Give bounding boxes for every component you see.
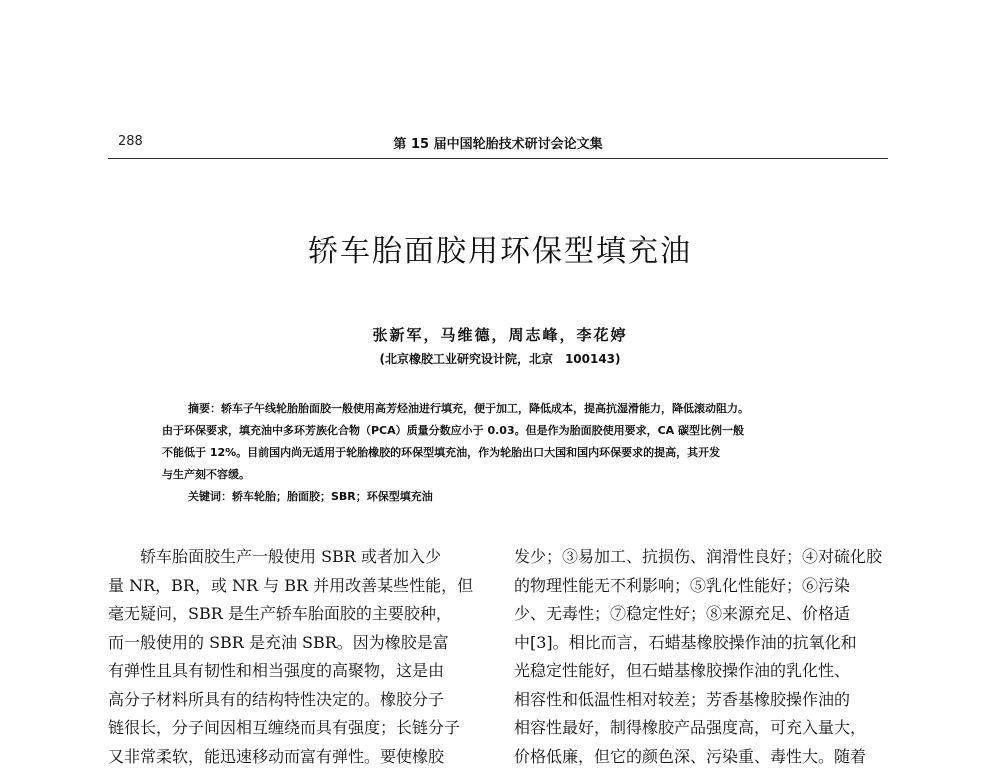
- body-line: 光稳定性能好，但石蜡基橡胶操作油的乳化性、: [514, 657, 896, 686]
- page-header: [108, 130, 888, 156]
- body-line: 中[3]。相比而言，石蜡基橡胶操作油的抗氧化和: [514, 629, 896, 658]
- running-title: 第 15 届中国轮胎技术研讨会论文集: [108, 133, 888, 152]
- keywords-line: [162, 486, 844, 508]
- body-column-left: [108, 543, 490, 771]
- body-line: 有弹性且具有韧性和相当强度的高聚物，这是由: [108, 657, 490, 686]
- abstract-line: 与生产刻不容缓。: [162, 464, 844, 486]
- body-line: 量 NR，BR，或 NR 与 BR 并用改善某些性能，但: [108, 572, 490, 601]
- keywords-label: 关键词：: [188, 490, 232, 503]
- body-column-right: [514, 543, 896, 771]
- body-line: 的物理性能无不利影响；⑤乳化性能好；⑥污染: [514, 572, 896, 601]
- body-line: 价格低廉，但它的颜色深、污染重、毒性大。随着: [514, 743, 896, 771]
- header-rule: [108, 158, 888, 159]
- keywords: 轿车轮胎；胎面胶；SBR；环保型填充油: [232, 490, 433, 503]
- abstract-line: 摘要：轿车子午线轮胎胎面胶一般使用高芳烃油进行填充，便于加工，降低成本，提高抗湿滑能力，降低滚动阻力。: [162, 398, 844, 420]
- abstract: [162, 398, 844, 508]
- body-line: 链很长，分子间因相互缠绕而具有强度；长链分子: [108, 714, 490, 743]
- abstract-line: 不能低于 12%。目前国内尚无适用于轮胎橡胶的环保型填充油，作为轮胎出口大国和国内环保要求的提高，其开发: [162, 442, 844, 464]
- body-line: 少、无毒性；⑦稳定性好；⑧来源充足、价格适: [514, 600, 896, 629]
- body-line: 而一般使用的 SBR 是充油 SBR。因为橡胶是富: [108, 629, 490, 658]
- page-number: 288: [118, 134, 143, 149]
- authors: 张新军，马维德，周志峰，李花婷: [0, 324, 1000, 345]
- body-line: 又非常柔软，能迅速移动而富有弹性。要使橡胶: [108, 743, 490, 771]
- paper-title: 轿车胎面胶用环保型填充油: [0, 226, 1000, 270]
- body-line: 发少；③易加工、抗损伤、润滑性良好；④对硫化胶: [514, 543, 896, 572]
- body-line: 轿车胎面胶生产一般使用 SBR 或者加入少: [108, 543, 490, 572]
- affiliation: (北京橡胶工业研究设计院，北京 100143): [0, 350, 1000, 367]
- body-line: 相容性最好，制得橡胶产品强度高，可充入量大，: [514, 714, 896, 743]
- body-line: 高分子材料所具有的结构特性决定的。橡胶分子: [108, 686, 490, 715]
- abstract-line: 由于环保要求，填充油中多环芳族化合物（PCA）质量分数应小于 0.03。但是作为胎面胶使用要求，CA 碳型比例一般: [162, 420, 844, 442]
- body-line: 相容性和低温性相对较差；芳香基橡胶操作油的: [514, 686, 896, 715]
- abstract-label: 摘要：: [188, 402, 221, 415]
- body-line: 毫无疑问，SBR 是生产轿车胎面胶的主要胶种，: [108, 600, 490, 629]
